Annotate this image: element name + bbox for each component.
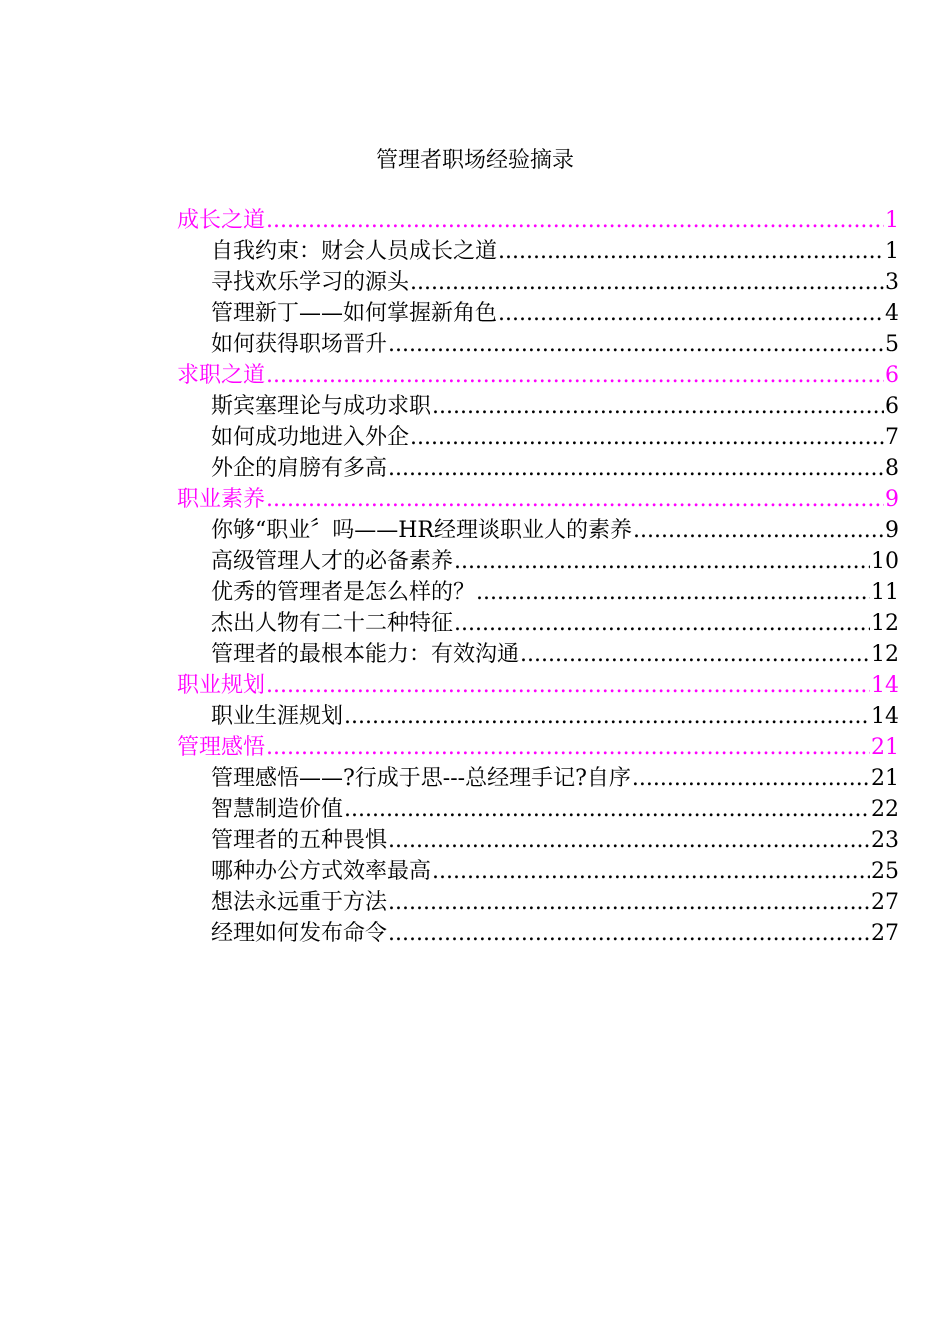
- toc-section-entry[interactable]: [177, 732, 899, 763]
- toc-dot-leader: [454, 608, 870, 639]
- toc-dot-leader: [633, 515, 884, 546]
- toc-dot-leader: [388, 918, 870, 949]
- toc-page-number: 14: [871, 673, 899, 698]
- toc-page-number: 27: [871, 921, 899, 946]
- toc-entry-title: 经理如何发布命令: [211, 921, 388, 946]
- toc-entry[interactable]: [177, 701, 899, 732]
- toc-dot-leader: [454, 546, 870, 577]
- toc-entry-title: 管理者的五种畏惧: [211, 828, 388, 853]
- toc-page-number: 12: [871, 611, 899, 636]
- toc-entry-title: 如何获得职场晋升: [211, 332, 388, 357]
- toc-entry-title: 管理感悟——?行成于思---总经理手记?自序: [211, 766, 631, 791]
- toc-entry[interactable]: [177, 763, 899, 794]
- toc-entry[interactable]: [177, 918, 899, 949]
- toc-dot-leader: [432, 391, 884, 422]
- toc-entry[interactable]: [177, 236, 899, 267]
- toc-dot-leader: [344, 794, 870, 825]
- toc-dot-leader: [476, 577, 870, 608]
- toc-entry[interactable]: [177, 639, 899, 670]
- toc-entry[interactable]: [177, 577, 899, 608]
- toc-entry-title: 斯宾塞理论与成功求职: [211, 394, 432, 419]
- toc-entry[interactable]: [177, 794, 899, 825]
- toc-entry[interactable]: [177, 453, 899, 484]
- toc-page-number: 3: [885, 270, 899, 295]
- toc-entry-title: 优秀的管理者是怎么样的？: [211, 580, 476, 605]
- toc-page-number: 23: [871, 828, 899, 853]
- toc-entry-title: 外企的肩膀有多高: [211, 456, 388, 481]
- toc-entry[interactable]: [177, 422, 899, 453]
- toc-entry[interactable]: [177, 515, 899, 546]
- toc-dot-leader: [388, 825, 870, 856]
- toc-entry-title: 寻找欢乐学习的源头: [211, 270, 410, 295]
- toc-page-number: 1: [885, 208, 899, 233]
- toc-entry-title: 求职之道: [177, 363, 266, 388]
- toc-entry-title: 管理感悟: [177, 735, 266, 760]
- toc-entry-title: 如何成功地进入外企: [211, 425, 410, 450]
- toc-page-number: 14: [871, 704, 899, 729]
- toc-entry-title: 管理者的最根本能力：有效沟通: [211, 642, 520, 667]
- toc-dot-leader: [266, 360, 884, 391]
- toc-entry-title: 职业生涯规划: [211, 704, 344, 729]
- toc-entry[interactable]: [177, 825, 899, 856]
- toc-dot-leader: [266, 484, 884, 515]
- toc-page-number: 21: [871, 766, 899, 791]
- toc-entry[interactable]: [177, 267, 899, 298]
- toc-page-number: 9: [885, 518, 899, 543]
- toc-page-number: 5: [885, 332, 899, 357]
- toc-entry-title: 智慧制造价值: [211, 797, 344, 822]
- toc-page-number: 4: [885, 301, 899, 326]
- toc-entry[interactable]: [177, 856, 899, 887]
- toc-page-number: 7: [885, 425, 899, 450]
- toc-dot-leader: [266, 732, 870, 763]
- toc-entry[interactable]: [177, 298, 899, 329]
- toc-entry[interactable]: [177, 608, 899, 639]
- toc-entry[interactable]: [177, 546, 899, 577]
- toc-dot-leader: [410, 267, 884, 298]
- toc-section-entry[interactable]: [177, 360, 899, 391]
- toc-page-number: 6: [885, 363, 899, 388]
- toc-entry[interactable]: [177, 391, 899, 422]
- toc-dot-leader: [344, 701, 870, 732]
- toc-entry-title: 杰出人物有二十二种特征: [211, 611, 454, 636]
- toc-dot-leader: [498, 236, 884, 267]
- toc-page-number: 21: [871, 735, 899, 760]
- toc-page-number: 10: [871, 549, 899, 574]
- toc-page-number: 22: [871, 797, 899, 822]
- toc-entry-title: 自我约束：财会人员成长之道: [211, 239, 498, 264]
- toc-entry-title: 职业规划: [177, 673, 266, 698]
- toc-page-number: 25: [871, 859, 899, 884]
- toc-dot-leader: [632, 763, 870, 794]
- toc-entry-title: 高级管理人才的必备素养: [211, 549, 454, 574]
- toc-page-number: 12: [871, 642, 899, 667]
- toc-entry-title: 你够“职业〞吗——HR经理谈职业人的素养: [211, 518, 632, 543]
- toc-entry[interactable]: [177, 329, 899, 360]
- toc-entry-title: 管理新丁——如何掌握新角色: [211, 301, 498, 326]
- toc-dot-leader: [388, 329, 884, 360]
- toc-page-number: 8: [885, 456, 899, 481]
- toc-dot-leader: [266, 670, 870, 701]
- toc-dot-leader: [388, 453, 884, 484]
- toc-dot-leader: [498, 298, 884, 329]
- toc-dot-leader: [410, 422, 884, 453]
- toc-section-entry[interactable]: [177, 205, 899, 236]
- page-title: 管理者职场经验摘录: [375, 148, 574, 173]
- toc-entry-title: 哪种办公方式效率最高: [211, 859, 432, 884]
- toc-page-number: 6: [885, 394, 899, 419]
- toc-page-number: 1: [885, 239, 899, 264]
- toc-entry-title: 职业素养: [177, 487, 266, 512]
- toc-dot-leader: [520, 639, 870, 670]
- toc-dot-leader: [432, 856, 870, 887]
- toc-section-entry[interactable]: [177, 484, 899, 515]
- toc-entry-title: 成长之道: [177, 208, 266, 233]
- toc-page-number: 11: [871, 580, 899, 605]
- toc-dot-leader: [388, 887, 870, 918]
- toc-page-number: 27: [871, 890, 899, 915]
- toc-entry[interactable]: [177, 887, 899, 918]
- toc-dot-leader: [266, 205, 884, 236]
- toc-section-entry[interactable]: [177, 670, 899, 701]
- toc-entry-title: 想法永远重于方法: [211, 890, 388, 915]
- table-of-contents: [177, 205, 899, 949]
- toc-page-number: 9: [885, 487, 899, 512]
